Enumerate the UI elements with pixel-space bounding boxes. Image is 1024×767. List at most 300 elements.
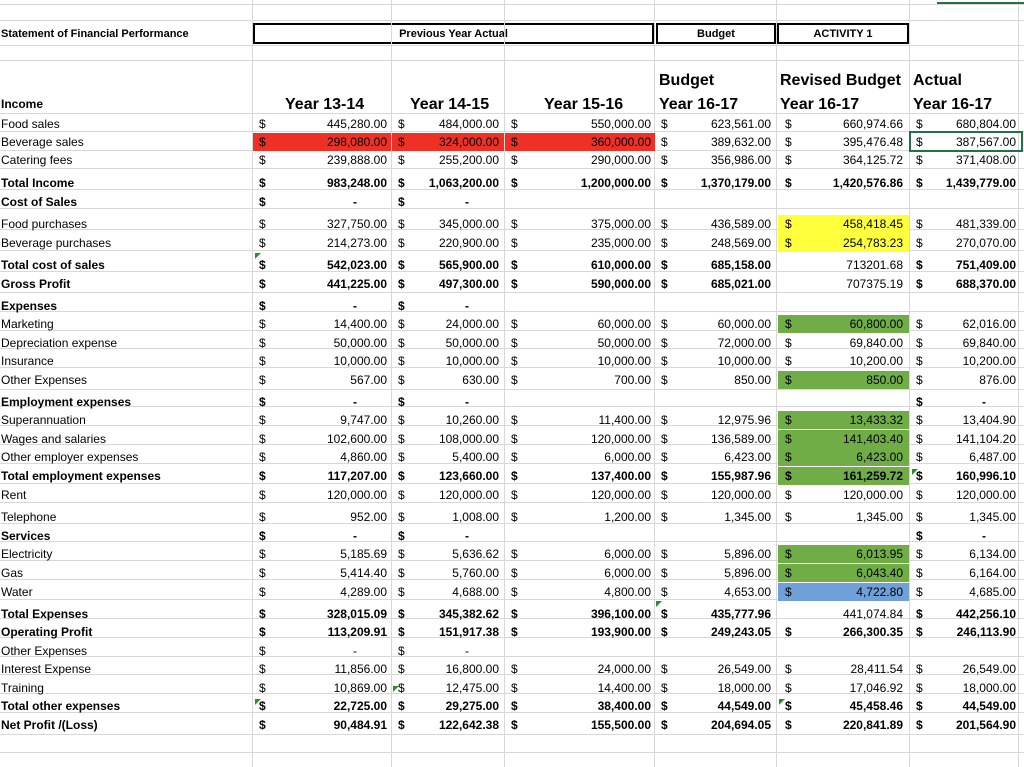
currency-symbol: $ [511, 432, 518, 446]
grid-row-line [0, 734, 1024, 735]
cell-value[interactable]: 5,400.00 [452, 450, 499, 464]
row-label[interactable]: Net Profit /(Loss) [1, 718, 98, 732]
currency-symbol: $ [785, 450, 792, 464]
cell-value[interactable]: 1,008.00 [452, 510, 499, 524]
cell-value[interactable]: 50,000.00 [333, 336, 387, 350]
row-label[interactable]: Other employer expenses [1, 450, 139, 464]
group-header-previous-year[interactable]: Previous Year Actual [253, 23, 654, 44]
cell-value[interactable]: 1,420,576.86 [832, 176, 903, 190]
cell-value[interactable]: 246,113.90 [956, 625, 1016, 639]
currency-symbol: $ [259, 195, 266, 209]
row-label[interactable]: Gross Profit [1, 277, 71, 291]
row-label[interactable]: Superannuation [1, 413, 86, 427]
row-label[interactable]: Catering fees [1, 153, 73, 167]
cell-value[interactable]: - [465, 529, 469, 543]
error-indicator-icon [912, 469, 918, 475]
cell-value[interactable]: 5,896.00 [724, 547, 771, 561]
cell-value[interactable]: 5,414.40 [340, 566, 387, 580]
cell-value[interactable]: 436,589.00 [710, 217, 771, 231]
group-header-activity[interactable]: ACTIVITY 1 [777, 23, 909, 44]
cell-value[interactable]: - [353, 195, 357, 209]
cell-value[interactable]: 12,975.96 [717, 413, 771, 427]
row-label[interactable]: Depreciation expense [1, 336, 118, 350]
cell-value[interactable]: 364,125.72 [842, 153, 903, 167]
cell-value[interactable]: 60,800.00 [849, 317, 903, 331]
cell-value[interactable]: 220,841.89 [842, 718, 903, 732]
cell-value[interactable]: 204,694.05 [710, 718, 771, 732]
row-label[interactable]: Insurance [1, 354, 54, 368]
header-actual-top[interactable]: Actual [913, 72, 962, 89]
cell-value[interactable]: 630.00 [462, 373, 499, 387]
cell-value[interactable]: 45,458.46 [849, 699, 903, 713]
currency-symbol: $ [259, 699, 266, 713]
cell-value[interactable]: 4,722.80 [856, 585, 903, 599]
cell-value[interactable]: 6,134.00 [969, 547, 1016, 561]
cell-value[interactable]: 120,000.00 [955, 488, 1016, 502]
cell-value[interactable]: 4,685.00 [969, 585, 1016, 599]
currency-symbol: $ [916, 117, 923, 131]
cell-value[interactable]: 356,986.00 [710, 153, 771, 167]
cell-value[interactable]: 4,653.00 [724, 585, 771, 599]
currency-symbol: $ [916, 317, 923, 331]
cell-value[interactable]: 50,000.00 [445, 336, 499, 350]
cell-value[interactable]: 26,549.00 [962, 662, 1016, 676]
cell-value[interactable]: 62,016.00 [962, 317, 1016, 331]
cell-value[interactable]: 876.00 [979, 373, 1016, 387]
row-label[interactable]: Expenses [1, 299, 58, 313]
cell-value[interactable]: 660,974.66 [842, 117, 903, 131]
cell-value[interactable]: 6,423.00 [724, 450, 771, 464]
cell-value[interactable]: 360,000.00 [590, 135, 651, 149]
cell-value[interactable]: 458,418.45 [842, 217, 903, 231]
currency-symbol: $ [259, 607, 266, 621]
cell-value[interactable]: 5,760.00 [452, 566, 499, 580]
cell-value[interactable]: 1,200.00 [604, 510, 651, 524]
cell-value[interactable]: 1,345.00 [724, 510, 771, 524]
cell-value[interactable]: 10,869.00 [333, 681, 387, 695]
cell-value[interactable]: 214,273.00 [326, 236, 387, 250]
cell-value[interactable]: 113,209.91 [327, 625, 387, 639]
cell-value[interactable]: 10,000.00 [717, 354, 771, 368]
row-label[interactable]: Wages and salaries [1, 432, 106, 446]
group-header-budget[interactable]: Budget [656, 23, 776, 44]
currency-symbol: $ [259, 585, 266, 599]
cell-value[interactable]: 141,403.40 [842, 432, 903, 446]
cell-value[interactable]: 108,000.00 [438, 432, 499, 446]
cell-value[interactable]: 983,248.00 [326, 176, 387, 190]
cell-value[interactable]: 550,000.00 [590, 117, 651, 131]
currency-symbol: $ [259, 117, 266, 131]
cell-value[interactable]: 484,000.00 [438, 117, 499, 131]
currency-symbol: $ [661, 236, 668, 250]
row-label[interactable]: Food purchases [1, 217, 88, 231]
cell-value[interactable]: 4,688.00 [452, 585, 499, 599]
cell-value[interactable]: 707375.19 [846, 277, 903, 291]
row-label[interactable]: Services [1, 529, 51, 543]
currency-symbol: $ [661, 413, 668, 427]
cell-value[interactable]: 713201.68 [846, 258, 903, 272]
currency-symbol: $ [785, 135, 792, 149]
cell-value[interactable]: 1,200,000.00 [580, 176, 651, 190]
cell-value[interactable]: 1,370,179.00 [700, 176, 771, 190]
cell-value[interactable]: 16,800.00 [445, 662, 499, 676]
cell-value[interactable]: - [353, 644, 357, 658]
row-label[interactable]: Total Income [1, 176, 75, 190]
cell-value[interactable]: 751,409.00 [955, 258, 1016, 272]
header-year-13-14[interactable]: Year 13-14 [285, 96, 365, 113]
cell-value[interactable]: 248,569.00 [710, 236, 771, 250]
row-label[interactable]: Beverage sales [1, 135, 84, 149]
grid-row-line [0, 20, 1024, 21]
currency-symbol: $ [785, 117, 792, 131]
currency-symbol: $ [259, 176, 266, 190]
row-label[interactable]: Water [1, 585, 33, 599]
cell-value[interactable]: 266,300.35 [842, 625, 903, 639]
currency-symbol: $ [661, 662, 668, 676]
cell-value[interactable]: 137,400.00 [590, 469, 651, 483]
cell-value[interactable]: 122,642.38 [438, 718, 499, 732]
cell-value[interactable]: 396,100.00 [590, 607, 651, 621]
header-revised-year[interactable]: Year 16-17 [780, 96, 860, 113]
currency-symbol: $ [259, 469, 266, 483]
cell-value[interactable]: 345,382.62 [438, 607, 499, 621]
currency-symbol: $ [259, 354, 266, 368]
cell-value[interactable]: 44,549.00 [717, 699, 771, 713]
cell-value[interactable]: - [465, 644, 469, 658]
currency-symbol: $ [259, 299, 266, 313]
currency-symbol: $ [511, 450, 518, 464]
row-label[interactable]: Total cost of sales [1, 258, 105, 272]
currency-symbol: $ [661, 718, 668, 732]
cell-value[interactable]: 17,046.92 [849, 681, 903, 695]
cell-value[interactable]: 445,280.00 [326, 117, 387, 131]
cell-value[interactable]: - [353, 529, 357, 543]
error-indicator-icon [393, 686, 399, 692]
cell-value[interactable]: 155,500.00 [590, 718, 651, 732]
cell-value[interactable]: 24,000.00 [445, 317, 499, 331]
cell-value[interactable]: 5,636.62 [452, 547, 499, 561]
currency-symbol: $ [916, 718, 923, 732]
currency-symbol: $ [916, 510, 923, 524]
cell-value[interactable]: 610,000.00 [590, 258, 651, 272]
currency-symbol: $ [661, 681, 668, 695]
currency-symbol: $ [785, 432, 792, 446]
cell-value[interactable]: 72,000.00 [717, 336, 771, 350]
cell-value[interactable]: 10,200.00 [849, 354, 903, 368]
cell-value[interactable]: 623,561.00 [710, 117, 771, 131]
cell-value[interactable]: 680,804.00 [955, 117, 1016, 131]
cell-value[interactable]: 220,900.00 [438, 236, 499, 250]
cell-value[interactable]: 4,860.00 [340, 450, 387, 464]
currency-symbol: $ [661, 317, 668, 331]
grid-row-line [0, 45, 1024, 46]
cell-value[interactable]: 1,345.00 [856, 510, 903, 524]
cell-value[interactable]: 6,164.00 [969, 566, 1016, 580]
cell-value[interactable]: 22,725.00 [333, 699, 387, 713]
currency-symbol: $ [785, 566, 792, 580]
cell-value[interactable]: 441,074.84 [842, 607, 903, 621]
cell-value[interactable]: 13,404.90 [962, 413, 1016, 427]
cell-value[interactable]: 327,750.00 [326, 217, 387, 231]
row-label[interactable]: Income [1, 97, 44, 111]
currency-symbol: $ [661, 153, 668, 167]
currency-symbol: $ [511, 547, 518, 561]
currency-symbol: $ [259, 718, 266, 732]
cell-value[interactable]: 324,000.00 [438, 135, 499, 149]
cell-value[interactable]: 4,800.00 [604, 585, 651, 599]
cell-value[interactable]: - [465, 299, 469, 313]
cell-value[interactable]: 10,000.00 [597, 354, 651, 368]
row-label[interactable]: Electricity [1, 547, 53, 561]
row-label[interactable]: Gas [1, 566, 24, 580]
currency-symbol: $ [916, 681, 923, 695]
currency-symbol: $ [398, 488, 405, 502]
cell-value[interactable]: 60,000.00 [597, 317, 651, 331]
currency-symbol: $ [398, 176, 405, 190]
cell-value[interactable]: 328,015.09 [326, 607, 387, 621]
cell-value[interactable]: 120,000.00 [710, 488, 771, 502]
cell-value[interactable]: 249,243.05 [710, 625, 771, 639]
cell-value[interactable]: 952.00 [350, 510, 387, 524]
currency-symbol: $ [398, 236, 405, 250]
row-label[interactable]: Marketing [1, 317, 54, 331]
cell-value[interactable]: 688,370.00 [955, 277, 1016, 291]
cell-value[interactable]: 6,423.00 [856, 450, 903, 464]
currency-symbol: $ [398, 607, 405, 621]
currency-symbol: $ [916, 469, 923, 483]
cell-value[interactable]: 44,549.00 [962, 699, 1016, 713]
header-year-14-15[interactable]: Year 14-15 [410, 96, 490, 113]
cell-value[interactable]: 1,063,200.00 [428, 176, 499, 190]
row-label[interactable]: Total employment expenses [1, 469, 161, 483]
row-label[interactable]: Operating Profit [1, 625, 93, 639]
cell-value[interactable]: 10,200.00 [962, 354, 1016, 368]
row-label[interactable]: Training [1, 681, 44, 695]
cell-value[interactable]: 69,840.00 [849, 336, 903, 350]
cell-value[interactable]: 120,000.00 [326, 488, 387, 502]
cell-value[interactable]: 28,411.54 [850, 662, 903, 676]
cell-value[interactable]: 1,345.00 [969, 510, 1016, 524]
currency-symbol: $ [661, 450, 668, 464]
cell-value[interactable]: 60,000.00 [717, 317, 771, 331]
cell-value[interactable]: 120,000.00 [590, 488, 651, 502]
cell-value[interactable]: 38,400.00 [597, 699, 651, 713]
currency-symbol: $ [916, 176, 923, 190]
cell-value[interactable]: 69,840.00 [962, 336, 1016, 350]
cell-value[interactable]: 4,289.00 [340, 585, 387, 599]
header-actual-year[interactable]: Year 16-17 [913, 96, 993, 113]
cell-value[interactable]: 141,104.20 [955, 432, 1016, 446]
currency-symbol: $ [661, 117, 668, 131]
cell-value[interactable]: 389,632.00 [710, 135, 771, 149]
cell-value[interactable]: - [982, 395, 986, 409]
row-label[interactable]: Rent [1, 488, 27, 502]
cell-value[interactable]: 160,996.10 [955, 469, 1016, 483]
currency-symbol: $ [511, 413, 518, 427]
currency-symbol: $ [661, 547, 668, 561]
cell-value[interactable]: 155,987.96 [710, 469, 771, 483]
cell-value[interactable]: 151,917.38 [438, 625, 499, 639]
currency-symbol: $ [916, 566, 923, 580]
cell-value[interactable]: 12,475.00 [445, 681, 499, 695]
currency-symbol: $ [398, 718, 405, 732]
cell-value[interactable]: 11,400.00 [598, 413, 651, 427]
grid-row-line [0, 208, 1024, 209]
cell-value[interactable]: 117,207.00 [327, 469, 387, 483]
cell-value[interactable]: 10,000.00 [333, 354, 387, 368]
cell-value[interactable]: 1,439,779.00 [945, 176, 1016, 190]
cell-value[interactable]: 123,660.00 [438, 469, 499, 483]
currency-symbol: $ [511, 176, 518, 190]
currency-symbol: $ [398, 217, 405, 231]
currency-symbol: $ [916, 413, 923, 427]
currency-symbol: $ [511, 153, 518, 167]
currency-symbol: $ [916, 529, 923, 543]
cell-value[interactable]: 685,158.00 [710, 258, 771, 272]
cell-value[interactable]: 120,000.00 [438, 488, 499, 502]
cell-value[interactable]: 18,000.00 [717, 681, 771, 695]
cell-value[interactable]: 50,000.00 [597, 336, 651, 350]
row-label[interactable]: Telephone [1, 510, 57, 524]
currency-symbol: $ [398, 354, 405, 368]
cell-value[interactable]: 375,000.00 [590, 217, 651, 231]
cell-value[interactable]: 254,783.23 [842, 236, 903, 250]
header-revised-top[interactable]: Revised Budget [780, 72, 901, 89]
cell-value[interactable]: 26,549.00 [717, 662, 771, 676]
cell-value[interactable]: 395,476.48 [842, 135, 903, 149]
cell-value[interactable]: 298,080.00 [326, 135, 387, 149]
cell-value[interactable]: 850.00 [734, 373, 771, 387]
cell-value[interactable]: 565,900.00 [438, 258, 499, 272]
currency-symbol: $ [661, 625, 668, 639]
cell-value[interactable]: 193,900.00 [590, 625, 651, 639]
currency-symbol: $ [398, 153, 405, 167]
cell-value[interactable]: - [465, 395, 469, 409]
cell-value[interactable]: 435,777.96 [710, 607, 771, 621]
grid-column-line [776, 0, 777, 767]
cell-value[interactable]: 6,487.00 [969, 450, 1016, 464]
cell-value[interactable]: 270,070.00 [955, 236, 1016, 250]
currency-symbol: $ [661, 277, 668, 291]
cell-value[interactable]: 590,000.00 [590, 277, 651, 291]
cell-value[interactable]: 850.00 [866, 373, 903, 387]
cell-value[interactable]: 5,896.00 [724, 566, 771, 580]
cell-value[interactable]: 235,000.00 [590, 236, 651, 250]
cell-value[interactable]: - [353, 395, 357, 409]
sheet-title: Statement of Financial Performance [1, 28, 189, 40]
cell-value[interactable]: 441,225.00 [326, 277, 387, 291]
cell-value[interactable]: 14,400.00 [597, 681, 651, 695]
currency-symbol: $ [785, 373, 792, 387]
currency-symbol: $ [398, 585, 405, 599]
row-label[interactable]: Beverage purchases [1, 236, 112, 250]
currency-symbol: $ [511, 607, 518, 621]
cell-value[interactable]: 497,300.00 [438, 277, 499, 291]
cell-value[interactable]: 567.00 [350, 373, 387, 387]
cell-value[interactable]: 11,856.00 [334, 662, 387, 676]
cell-value[interactable]: 685,021.00 [710, 277, 771, 291]
cell-value[interactable]: 239,888.00 [326, 153, 387, 167]
row-label[interactable]: Food sales [1, 117, 60, 131]
currency-symbol: $ [398, 117, 405, 131]
cell-value[interactable]: 700.00 [614, 373, 651, 387]
cell-value[interactable]: - [353, 299, 357, 313]
cell-value[interactable]: 387,567.00 [955, 135, 1016, 149]
cell-value[interactable]: 6,013.95 [856, 547, 903, 561]
currency-symbol: $ [785, 681, 792, 695]
currency-symbol: $ [398, 699, 405, 713]
header-budget-year[interactable]: Year 16-17 [659, 96, 739, 113]
cell-value[interactable]: 120,000.00 [842, 488, 903, 502]
cell-value[interactable]: 18,000.00 [962, 681, 1016, 695]
currency-symbol: $ [259, 547, 266, 561]
cell-value[interactable]: 290,000.00 [590, 153, 651, 167]
currency-symbol: $ [916, 217, 923, 231]
cell-value[interactable]: 6,000.00 [604, 450, 651, 464]
currency-symbol: $ [661, 258, 668, 272]
currency-symbol: $ [398, 135, 405, 149]
grid-row-line [0, 752, 1024, 753]
currency-symbol: $ [511, 662, 518, 676]
row-label[interactable]: Other Expenses [1, 644, 88, 658]
row-label[interactable]: Interest Expense [1, 662, 92, 676]
row-label[interactable]: Cost of Sales [1, 195, 78, 209]
cell-value[interactable]: 9,747.00 [340, 413, 387, 427]
cell-value[interactable]: 24,000.00 [597, 662, 651, 676]
row-label[interactable]: Total Expenses [1, 607, 89, 621]
row-label[interactable]: Total other expenses [1, 699, 121, 713]
row-label[interactable]: Other Expenses [1, 373, 88, 387]
currency-symbol: $ [916, 277, 923, 291]
cell-value[interactable]: 481,339.00 [955, 217, 1016, 231]
cell-value[interactable]: 10,260.00 [445, 413, 499, 427]
cell-value[interactable]: 29,275.00 [445, 699, 499, 713]
currency-symbol: $ [398, 395, 405, 409]
cell-value[interactable]: 161,259.72 [842, 469, 903, 483]
grid-row-line [0, 4, 1024, 5]
cell-value[interactable]: 13,433.32 [849, 413, 903, 427]
cell-value[interactable]: 10,000.00 [445, 354, 499, 368]
cell-value[interactable]: 102,600.00 [326, 432, 387, 446]
currency-symbol: $ [916, 547, 923, 561]
cell-value[interactable]: 201,564.90 [955, 718, 1016, 732]
cell-value[interactable]: 442,256.10 [955, 607, 1016, 621]
grid-row-line [0, 389, 1024, 390]
cell-value[interactable]: 120,000.00 [590, 432, 651, 446]
currency-symbol: $ [259, 625, 266, 639]
cell-value[interactable]: 371,408.00 [955, 153, 1016, 167]
error-indicator-icon [779, 699, 785, 705]
cell-value[interactable]: 542,023.00 [326, 258, 387, 272]
cell-value[interactable]: 6,043.40 [856, 566, 903, 580]
cell-value[interactable]: 6,000.00 [604, 566, 651, 580]
cell-value[interactable]: 255,200.00 [438, 153, 499, 167]
selected-cell[interactable] [909, 131, 1023, 152]
cell-value[interactable]: 6,000.00 [604, 547, 651, 561]
header-budget-top[interactable]: Budget [659, 72, 715, 89]
cell-value[interactable]: 5,185.69 [340, 547, 387, 561]
cell-value[interactable]: 136,589.00 [710, 432, 771, 446]
header-year-15-16[interactable]: Year 15-16 [544, 96, 624, 113]
cell-value[interactable]: 14,400.00 [333, 317, 387, 331]
cell-value[interactable]: 345,000.00 [438, 217, 499, 231]
cell-value[interactable]: - [982, 529, 986, 543]
cell-value[interactable]: - [465, 195, 469, 209]
currency-symbol: $ [398, 547, 405, 561]
currency-symbol: $ [661, 510, 668, 524]
cell-value[interactable]: 90,484.91 [333, 718, 387, 732]
row-label[interactable]: Employment expenses [1, 395, 132, 409]
